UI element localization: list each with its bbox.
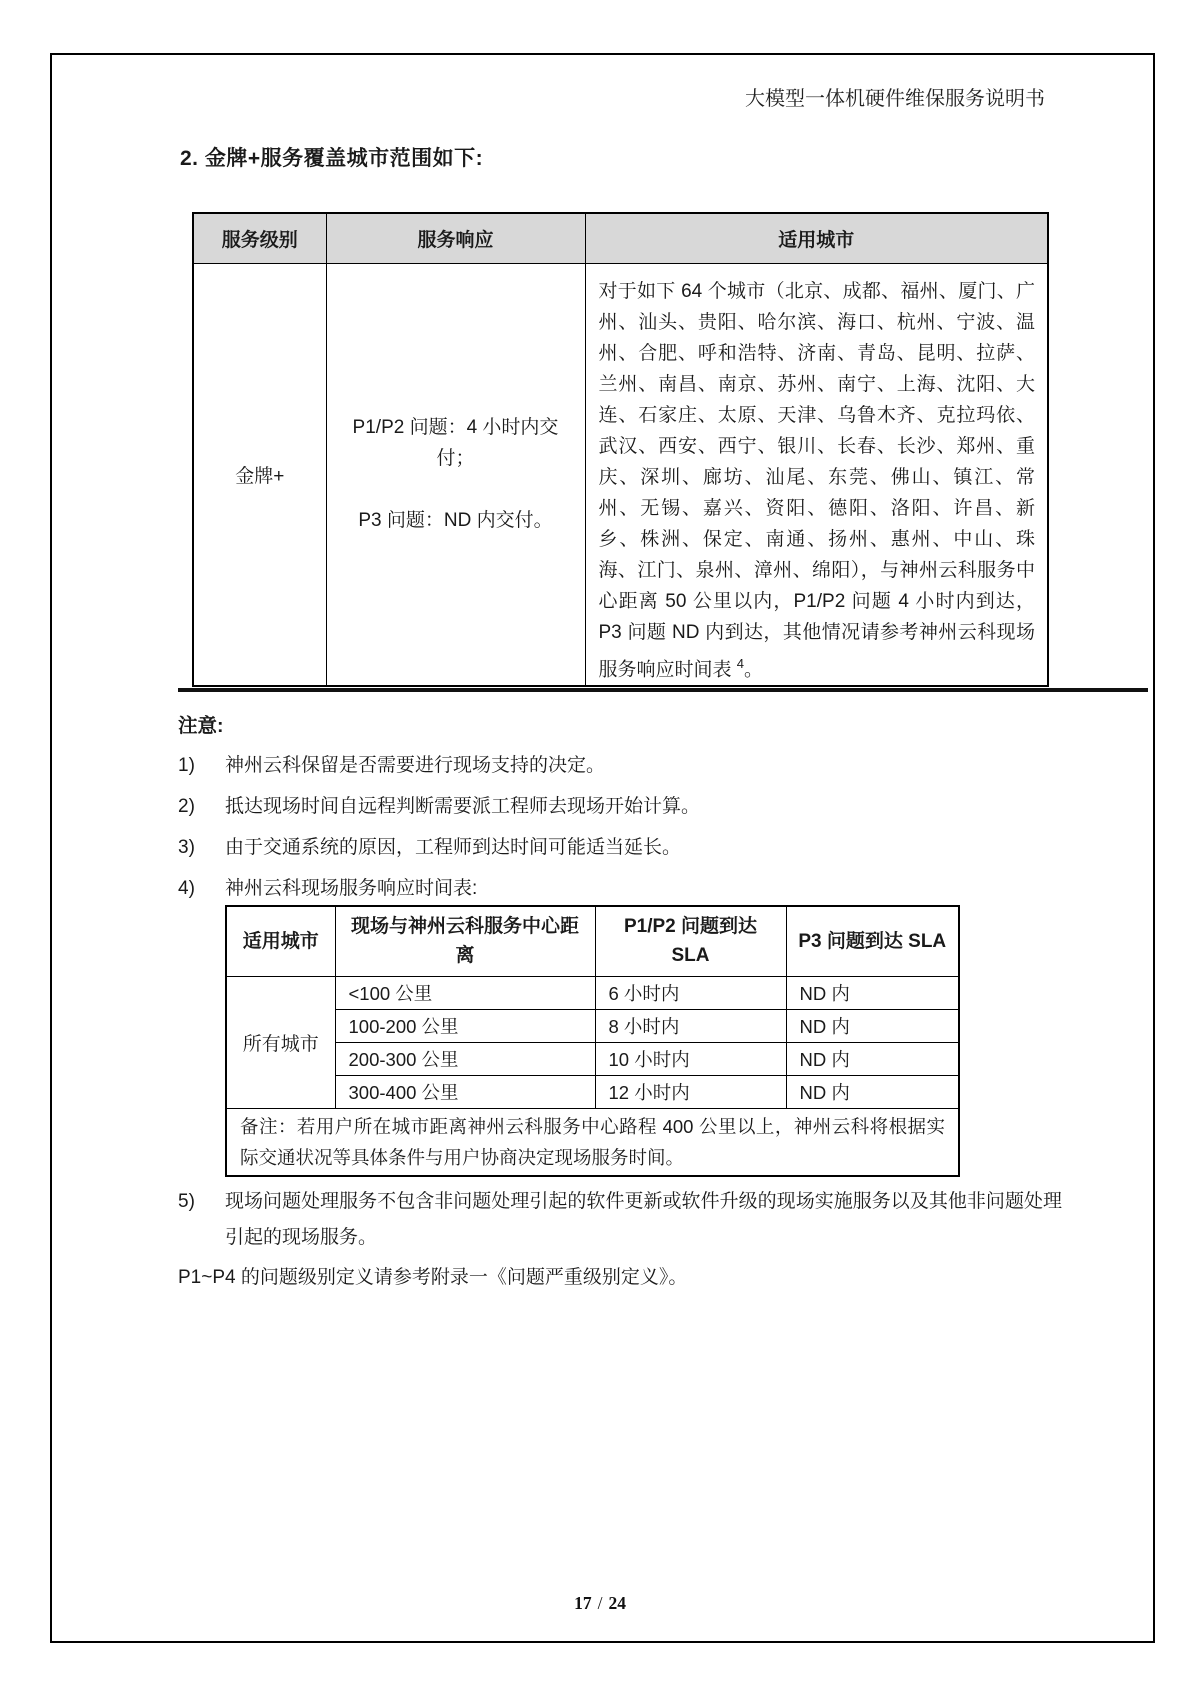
cities-cell bbox=[585, 263, 1048, 686]
p3-sla-cell: ND 内 bbox=[786, 1042, 959, 1075]
note-item-1 bbox=[178, 753, 1058, 779]
sla-row-3 bbox=[226, 1042, 959, 1075]
sla-remark-row bbox=[226, 1108, 959, 1176]
note-text: 现场问题处理服务不包含非问题处理引起的软件更新或软件升级的现场实施服务以及其他非问题处理引起的现场服务。 bbox=[225, 1191, 1062, 1248]
coverage-table-row bbox=[193, 263, 1048, 686]
note-item-4 bbox=[178, 876, 1058, 902]
sla-table bbox=[225, 905, 960, 1177]
coverage-col-service-level: 服务级别 bbox=[193, 213, 326, 263]
sla-col-p3: P3 问题到达 SLA bbox=[786, 906, 959, 976]
service-response-cell bbox=[326, 263, 585, 686]
sla-row-2 bbox=[226, 1009, 959, 1042]
distance-cell: 300-400 公里 bbox=[335, 1075, 595, 1108]
note-item-3 bbox=[178, 835, 1058, 861]
sla-col-city: 适用城市 bbox=[226, 906, 335, 976]
note-text: 神州云科现场服务响应时间表: bbox=[225, 878, 478, 899]
p3-sla-cell: ND 内 bbox=[786, 976, 959, 1009]
notes-section bbox=[178, 710, 1058, 902]
distance-cell: <100 公里 bbox=[335, 976, 595, 1009]
footnote-ref-4: 4 bbox=[736, 655, 745, 671]
total-pages: 24 bbox=[608, 1593, 626, 1613]
service-level-cell: 金牌+ bbox=[193, 263, 326, 686]
severity-definition-footnote: P1~P4 的问题级别定义请参考附录一《问题严重级别定义》。 bbox=[178, 1267, 688, 1288]
note-number: 1) bbox=[178, 755, 195, 776]
remark-cell: 备注：若用户所在城市距离神州云科服务中心路程 400 公里以上，神州云科将根据实际交通状况等具体条件与用户协商决定现场服务时间。 bbox=[226, 1108, 959, 1176]
note-item-5 bbox=[178, 1184, 1062, 1256]
sla-row-1 bbox=[226, 976, 959, 1009]
p12-sla-cell: 6 小时内 bbox=[595, 976, 786, 1009]
sla-table-header-row bbox=[226, 906, 959, 976]
distance-cell: 200-300 公里 bbox=[335, 1042, 595, 1075]
section-divider bbox=[178, 688, 1148, 692]
response-line-1: P1/P2 问题：4 小时内交付； bbox=[352, 417, 559, 470]
note-number: 5) bbox=[178, 1191, 195, 1212]
coverage-table-header-row bbox=[193, 213, 1048, 263]
section-title: 2. 金牌+服务覆盖城市范围如下: bbox=[180, 147, 484, 170]
page-number: 17 bbox=[574, 1593, 592, 1613]
coverage-col-service-response: 服务响应 bbox=[326, 213, 585, 263]
city-scope-cell: 所有城市 bbox=[226, 976, 335, 1108]
response-line-2: P3 问题：ND 内交付。 bbox=[358, 510, 553, 532]
page-footer bbox=[0, 1593, 1200, 1614]
note-text: 神州云科保留是否需要进行现场支持的决定。 bbox=[225, 755, 606, 776]
note-item-2 bbox=[178, 794, 1058, 820]
doc-header-title: 大模型一体机硬件维保服务说明书 bbox=[745, 88, 1045, 110]
note-text: 抵达现场时间自远程判断需要派工程师去现场开始计算。 bbox=[225, 796, 701, 817]
page-separator: / bbox=[597, 1593, 603, 1613]
p12-sla-cell: 10 小时内 bbox=[595, 1042, 786, 1075]
p3-sla-cell: ND 内 bbox=[786, 1075, 959, 1108]
coverage-table bbox=[192, 212, 1049, 687]
note-number: 3) bbox=[178, 837, 195, 858]
sla-col-distance: 现场与神州云科服务中心距离 bbox=[335, 906, 595, 976]
p12-sla-cell: 12 小时内 bbox=[595, 1075, 786, 1108]
distance-cell: 100-200 公里 bbox=[335, 1009, 595, 1042]
note-number: 4) bbox=[178, 878, 195, 899]
note-text: 由于交通系统的原因，工程师到达时间可能适当延长。 bbox=[225, 837, 682, 858]
sla-col-p12: P1/P2 问题到达 SLA bbox=[595, 906, 786, 976]
notes-label: 注意: bbox=[178, 715, 224, 737]
p12-sla-cell: 8 小时内 bbox=[595, 1009, 786, 1042]
cities-text-end: 。 bbox=[744, 658, 764, 680]
p3-sla-cell: ND 内 bbox=[786, 1009, 959, 1042]
coverage-col-cities: 适用城市 bbox=[585, 213, 1048, 263]
cities-text: 对于如下 64 个城市（北京、成都、福州、厦门、广州、汕头、贵阳、哈尔滨、海口、杭州、宁波、温州、合肥、呼和浩特、济南、青岛、昆明、拉萨、兰州、南昌、南京、苏州、南宁、上海、沈阳、大连、石家庄、太原、天津、乌鲁木齐、克拉玛依、武汉、西安、西宁、银川、长春、长沙、郑州、重庆、深圳、廊坊、汕尾、东莞、佛山、镇江、常州、无锡、嘉兴、资阳、德阳、洛阳、许昌、新乡、株洲、保定、南通、扬州、惠州、中山、珠海、江门、泉州、漳州、绵阳），与神州云科服务中心距离 50 公里以内，P1/P2 问题 4 小时内到达，P3 问题 ND 内到达，其他情况请参考神州云科现场服务响应时间表 bbox=[598, 280, 1035, 680]
sla-row-4 bbox=[226, 1075, 959, 1108]
note-number: 2) bbox=[178, 796, 195, 817]
